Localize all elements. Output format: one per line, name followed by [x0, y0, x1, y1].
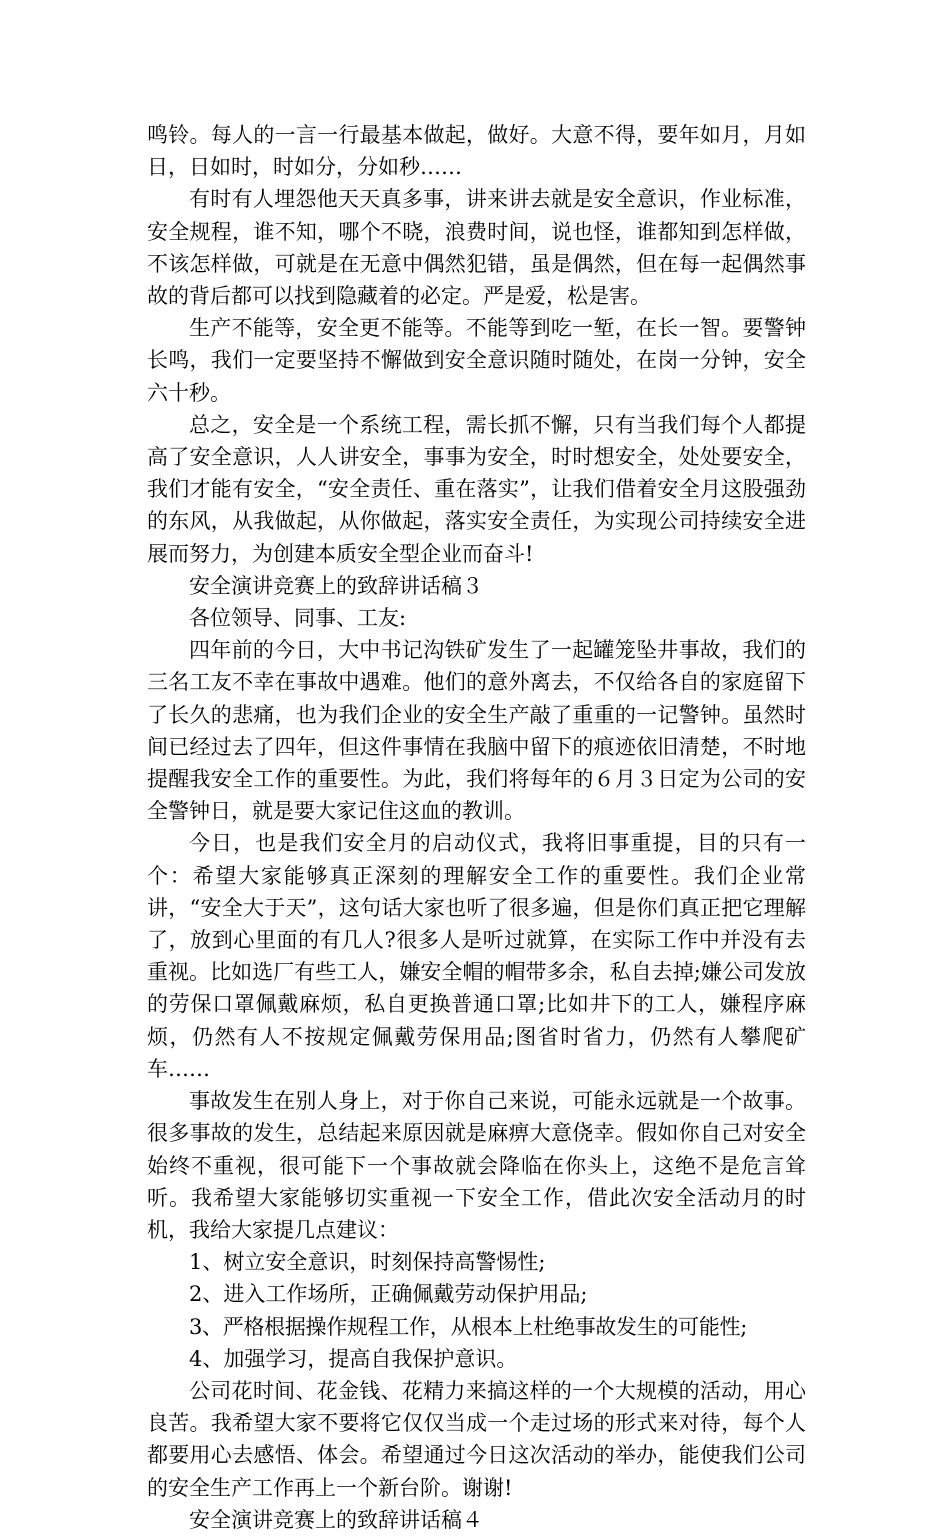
salutation: 各位领导、同事、工友: — [189, 606, 407, 631]
list-item: 3、严格根据操作规程工作，从根本上杜绝事故发生的可能性; — [189, 1314, 748, 1339]
paragraph-body: 事故发生在别人身上，对于你自己来说，可能永远就是一个故事。很多事故的发生，总结起来原因就是麻痹大意侥幸。假如你自己对安全始终不重视，很可能下一个事故就会降临在你头上，这绝不是危言耸听。我希望大家能够切实重视一下安全工作，借此次安全活动月的时机，我给大家提几点建议： — [147, 1089, 806, 1242]
paragraph-continuation: 鸣铃。每人的一言一行最基本做起，做好。大意不得，要年如月，月如日，日如时，时如分，分如秒…… — [147, 123, 806, 180]
list-item: 1、树立安全意识，时刻保持高警惕性; — [189, 1250, 546, 1275]
paragraph-body: 今日，也是我们安全月的启动仪式，我将旧事重提，目的只有一个：希望大家能够真正深刻的理解安全工作的重要性。我们企业常讲，“安全大于天”，这句话大家也听了很多遍，但是你们真正把它理解了，放到心里面的有几人?很多人是听过就算，在实际工作中并没有去重视。比如选厂有些工人，嫌安全帽的帽带多余，私自去掉;嫌公司发放的劳保口罩佩戴麻烦，私自更换普通口罩;比如井下的工人，嫌程序麻烦，仍然有人不按规定佩戴劳保用品;图省时省力，仍然有人攀爬矿车…… — [147, 831, 806, 1081]
paragraph-body: 四年前的今日，大中书记沟铁矿发生了一起罐笼坠井事故，我们的三名工友不幸在事故中遇难。他们的意外离去，不仅给各自的家庭留下了长久的悲痛，也为我们企业的安全生产敲了重重的一记警钟。虽然时间已经过去了四年，但这件事情在我脑中留下的痕迹依旧清楚，不时地提醒我安全工作的重要性。为此，我们将每年的６月３日定为公司的安全警钟日，就是要大家记住这血的教训。 — [147, 638, 806, 824]
paragraph-body: 生产不能等，安全更不能等。不能等到吃一堑，在长一智。要警钟长鸣，我们一定要坚持不懈做到安全意识随时随处，在岗一分钟，安全六十秒。 — [147, 316, 806, 405]
paragraph-body: 公司花时间、花金钱、花精力来搞这样的一个大规模的活动，用心良苦。我希望大家不要将它仅仅当成一个走过场的形式来对待，每个人都要用心去感悟、体会。希望通过今日这次活动的举办，能使我们公司的安全生产工作再上一个新台阶。谢谢! — [147, 1378, 806, 1500]
paragraph-body: 总之，安全是一个系统工程，需长抓不懈，只有当我们每个人都提高了安全意识，人人讲安全，事事为安全，时时想安全，处处要安全，我们才能有安全，“安全责任、重在落实”，让我们借着安全月这股强劲的东风，从我做起，从你做起，落实安全责任，为实现公司持续安全进展而努力，为创建本质安全型企业而奋斗! — [147, 412, 806, 566]
section-heading: 安全演讲竞赛上的致辞讲话稿３ — [189, 573, 483, 598]
paragraph-body: 有时有人埋怨他天天真多事，讲来讲去就是安全意识，作业标准，安全规程，谁不知，哪个不晓，浪费时间，说也怪，谁都知到怎样做，不该怎样做，可就是在无意中偶然犯错，虽是偶然，但在每一起偶然事故的背后都可以找到隐藏着的必定。严是爱，松是害。 — [147, 187, 806, 309]
list-item: 4、加强学习，提高自我保护意识。 — [189, 1346, 518, 1371]
section-heading: 安全演讲竞赛上的致辞讲话稿４ — [189, 1507, 483, 1532]
list-item: 2、进入工作场所，正确佩戴劳动保护用品; — [189, 1282, 588, 1307]
